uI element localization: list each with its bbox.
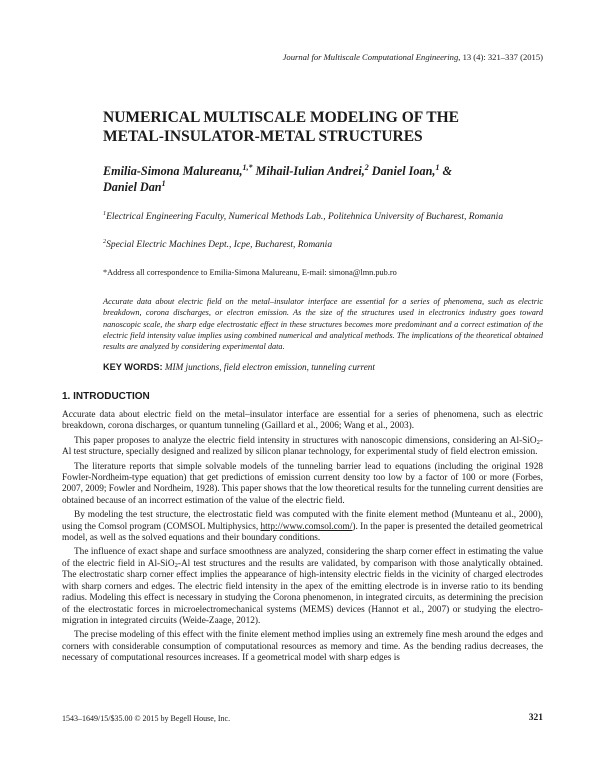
affiliation-1-text: Electrical Engineering Faculty, Numerical Methods Lab., Politehnica University of Bucharest, Romania [106, 212, 504, 222]
affiliation-1-num: 1 [103, 210, 107, 217]
body-text [62, 410, 543, 668]
keywords [103, 362, 543, 372]
author-ampersand: & [439, 164, 452, 178]
author-4: Daniel Dan [103, 180, 162, 194]
journal-header [255, 52, 543, 62]
affiliation-2-text: Special Electric Machines Dept., Icpe, Bucharest, Romania [106, 240, 333, 250]
author-1-affil: 1,* [242, 162, 253, 172]
affiliation-1 [103, 211, 543, 224]
paragraph-3: The literature reports that simple solvable models of the tunneling barrier lead to equations (including the original 1928 Fowler-Nordheim-type equation) that get predictions of emission current density too low by a factor of 100 or more (Forbes, 2007, 2009; Fowler and Nordheim, 1928). This paper shows that the low theoretical results for the tunneling current densities are obtained because of an incorrect estimation of the value of the electric field. [62, 461, 543, 506]
keywords-text: MIM junctions, field electron emission, tunneling current [162, 362, 375, 372]
paragraph-6: The precise modeling of this effect with the finite element method implies using an extremely fine mesh around the edges and corners with considerable consumption of computational resources as memory and time. As the bending radius decreases, the necessary of computational resources increases. If a geometrical model with sharp edges is [62, 630, 543, 664]
paper-title [103, 108, 523, 146]
keywords-label: KEY WORDS: [103, 362, 163, 372]
paragraph-5: The influence of exact shape and surface smoothness are analyzed, considering the sharp corner effect in estimating the value of the electric field in Al-SiO$_2$-Al test structures and the results are validated, by comparison with those analytically obtained. The electrostatic sharp corner effect implies the appearance of high-intensity electric fields in the vicinity of charged electrodes with sharp corners and edges. The electric field intensity in the apex of the emitting electrode is in inverse ratio to its bending radius. Modeling this effect is necessary in studying the Corona phenomenon, in integrated circuits, as determining the precision of the electrostatic forces in microelectromechanical systems (MEMS) devices (Hannot et al., 2007) or studying the electro-migration in integrated circuits (Weide-Zaage, 2012). [62, 547, 543, 626]
affiliation-2 [103, 239, 543, 252]
author-2: Mihail-Iulian Andrei, [252, 164, 365, 178]
footer-copyright: 1543–1649/15/$35.00 © 2015 by Begell House, Inc. [62, 714, 231, 723]
journal-pages: , 13 (4): 321–337 (2015) [458, 52, 543, 62]
author-3: Daniel Ioan, [368, 164, 436, 178]
author-1: Emilia-Simona Malureanu, [103, 164, 243, 178]
author-3-affil: 1 [435, 162, 440, 172]
title-line-2: METAL-INSULATOR-METAL STRUCTURES [103, 128, 423, 145]
author-2-affil: 2 [364, 162, 369, 172]
abstract: Accurate data about electric field on the metal–insulator interface are essential for a series of phenomena, such as electric breakdown, corona discharges, or electron emission. As the size of the structures used in electronics industry goes toward nanoscopic scale, the sharp edge electrostatic effect in these structures becomes more predominant and a correct estimation of the electric field intensity value implies using combined numerical and analytical methods. The implications of the theoretical obtained results are analyzed by considering experimental data. [103, 297, 543, 352]
section-heading: 1. INTRODUCTION [62, 391, 150, 402]
title-line-1: NUMERICAL MULTISCALE MODELING OF THE [103, 109, 459, 126]
paragraph-2: This paper proposes to analyze the electric field intensity in structures with nanoscopic dimensions, considering an Al-SiO$_2$-Al test structure, specially designed and realized by silicon planar technology, for experimental study of field electron emission. [62, 435, 543, 458]
page-number: 321 [528, 713, 543, 723]
journal-name: Journal for Multiscale Computational Engineering [282, 52, 459, 62]
affiliation-2-num: 2 [103, 238, 107, 245]
author-4-affil: 1 [161, 178, 166, 188]
comsol-link[interactable]: http://www.comsol.com/ [260, 521, 353, 532]
correspondence-note: *Address all correspondence to Emilia-Simona Malureanu, E-mail: simona@lmn.pub.ro [103, 268, 397, 277]
paragraph-1: Accurate data about electric field on the metal–insulator interface are essential for a series of phenomena, such as electric breakdown, corona discharges, or quantum tunneling (Gaillard et al., 2006; Wang et al., 2003). [62, 410, 543, 432]
author-list [103, 163, 543, 195]
paragraph-4: By modeling the test structure, the electrostatic field was computed with the finite element method (Munteanu et al., 2000), using the Comsol program (COMSOL Multiphysics, http://www.comsol.com/). In the paper is presented the detailed geometrical model, as well as the solved equations and their boundary conditions. [62, 510, 543, 544]
